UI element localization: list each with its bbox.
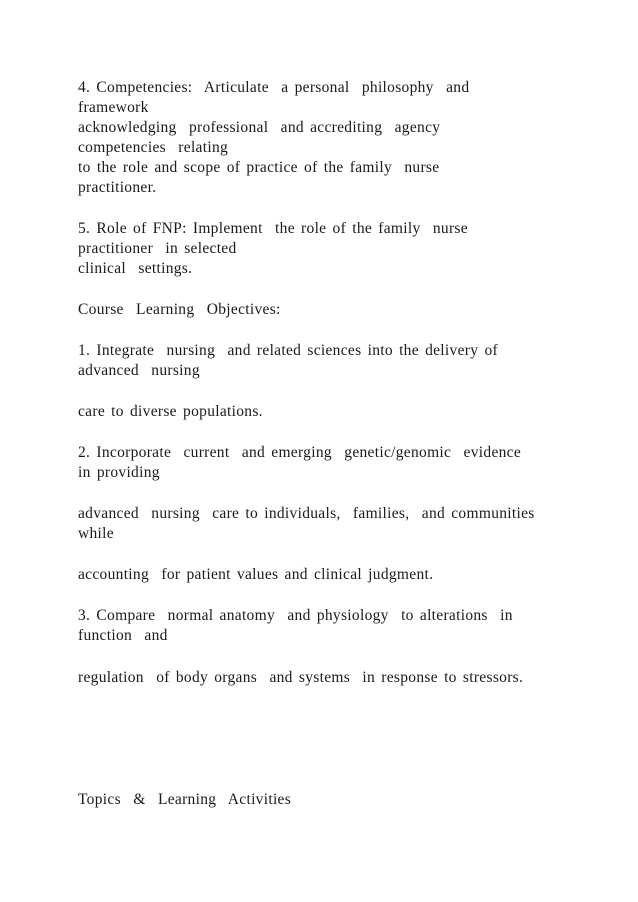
competencies-line-2: framework xyxy=(78,99,149,116)
objective-1-line-2: advanced nursing xyxy=(78,362,200,379)
objectives-heading: Course Learning Objectives: xyxy=(78,301,281,318)
role-fnp-line-3: clinical settings. xyxy=(78,260,193,277)
objective-1-line-3: care to diverse populations. xyxy=(78,403,263,420)
competencies-line-4: competencies relating xyxy=(78,139,229,156)
objective-3-line-3: regulation of body organs and systems in response to stressors. xyxy=(78,669,524,686)
objective-1-line-1: 1. Integrate nursing and related sciences into the delivery of xyxy=(78,342,498,359)
objective-2-line-3: advanced nursing care to individuals, families, and communities xyxy=(78,505,535,522)
role-fnp-line-1: 5. Role of FNP: Implement the role of the family nurse xyxy=(78,220,468,237)
objective-2-line-1: 2. Incorporate current and emerging genetic/genomic evidence xyxy=(78,444,522,461)
objective-2-line-5: accounting for patient values and clinical judgment. xyxy=(78,566,434,583)
competencies-line-5: to the role and scope of practice of the family nurse xyxy=(78,159,440,176)
competencies-line-6: practitioner. xyxy=(78,179,157,196)
competencies-line-3: acknowledging professional and accrediting agency xyxy=(78,119,441,136)
objective-3-line-2: function and xyxy=(78,627,168,644)
role-fnp-line-2: practitioner in selected xyxy=(78,240,237,257)
objective-2-line-4: while xyxy=(78,525,114,542)
topics-heading: Topics & Learning Activities xyxy=(78,791,292,808)
objective-3-line-1: 3. Compare normal anatomy and physiology to alterations in xyxy=(78,607,513,624)
competencies-line-1: 4. Competencies: Articulate a personal philosophy and xyxy=(78,79,470,96)
objective-2-line-2: in providing xyxy=(78,464,160,481)
